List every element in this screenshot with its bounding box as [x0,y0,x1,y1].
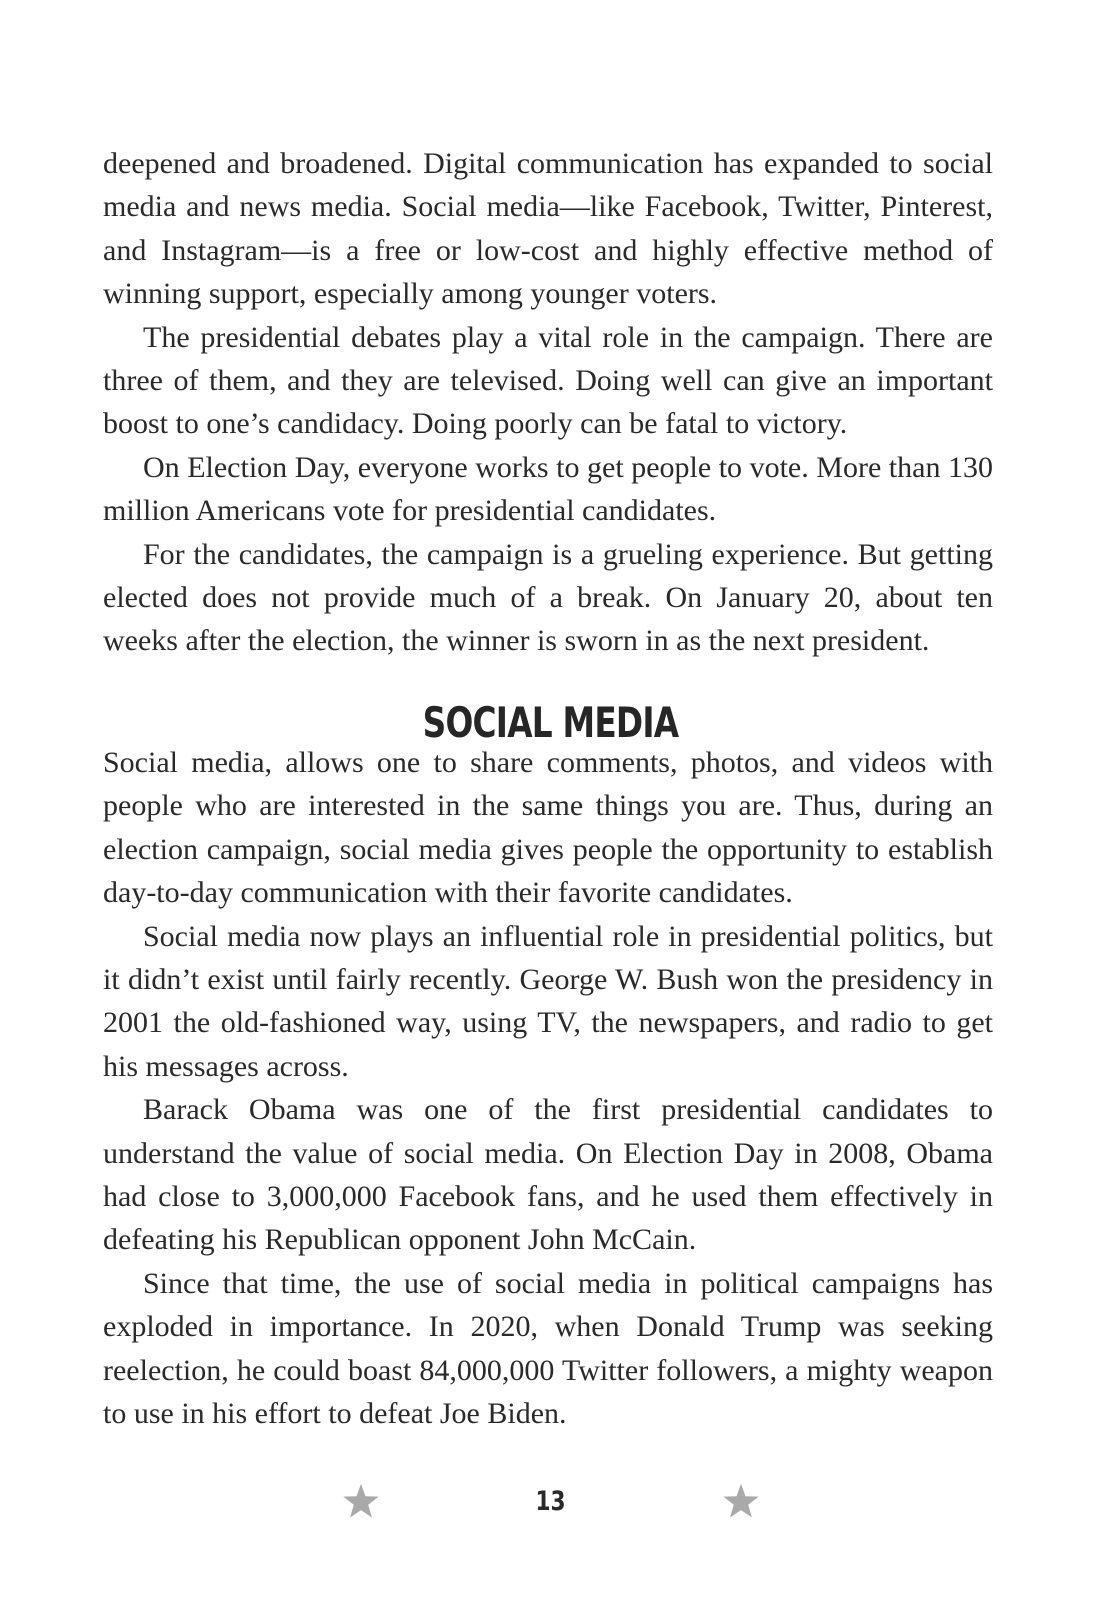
body-text-top [103,142,993,663]
paragraph-trump: Since that time, the use of social media in political campaigns has exploded in importance. In 2020, when Donald Trump was seeking reelection, he could boast 84,000,000 Twitter followers, a mighty weapon to use in his effort to defeat Joe Biden. [103,1266,993,1431]
paragraph-influential-role: Social media now plays an influential role in presidential politics, but it didn’t exist until fairly recently. George W. Bush won the presidency in 2001 the old-fashioned way, using TV, the newspapers, and radio to get his messages across. [103,919,993,1083]
paragraph-social-media-intro: Social media, allows one to share comments, photos, and videos with people who are interested in the same things you are. Thus, during an election campaign, social media gives people the opportunity to establish day-to-day communication with their favorite candidates. [103,746,993,910]
paragraph-debates: The presidential debates play a vital role in the campaign. There are three of them, and they are televised. Doing well can give an important boost to one’s candidacy. Doing poorly can be fatal to victory. [103,320,993,441]
page-footer [0,1478,1101,1538]
paragraph-inauguration: For the candidates, the campaign is a grueling experience. But getting elected does not provide much of a break. On January 20, about ten weeks after the election, the winner is sworn in as the next president. [103,537,993,658]
star-icon [722,1482,760,1520]
paragraph-election-day: On Election Day, everyone works to get people to vote. More than 130 million Americans vote for presidential candidates. [103,450,993,528]
section-heading: SOCIAL MEDIA [422,698,679,747]
paragraph-continued: deepened and broadened. Digital communication has expanded to social media and news media. Social media—like Facebook, Twitter, Pinterest, and Instagram—is a free or low-cost and highly effective method of winning support, especially among younger voters. [103,147,993,311]
page-number: 13 [535,1486,566,1517]
body-text-bottom [103,741,993,1436]
paragraph-obama: Barack Obama was one of the first presidential candidates to understand the value of social media. On Election Day in 2008, Obama had close to 3,000,000 Facebook fans, and he used them effectively in defeating his Republican opponent John McCain. [103,1093,993,1257]
